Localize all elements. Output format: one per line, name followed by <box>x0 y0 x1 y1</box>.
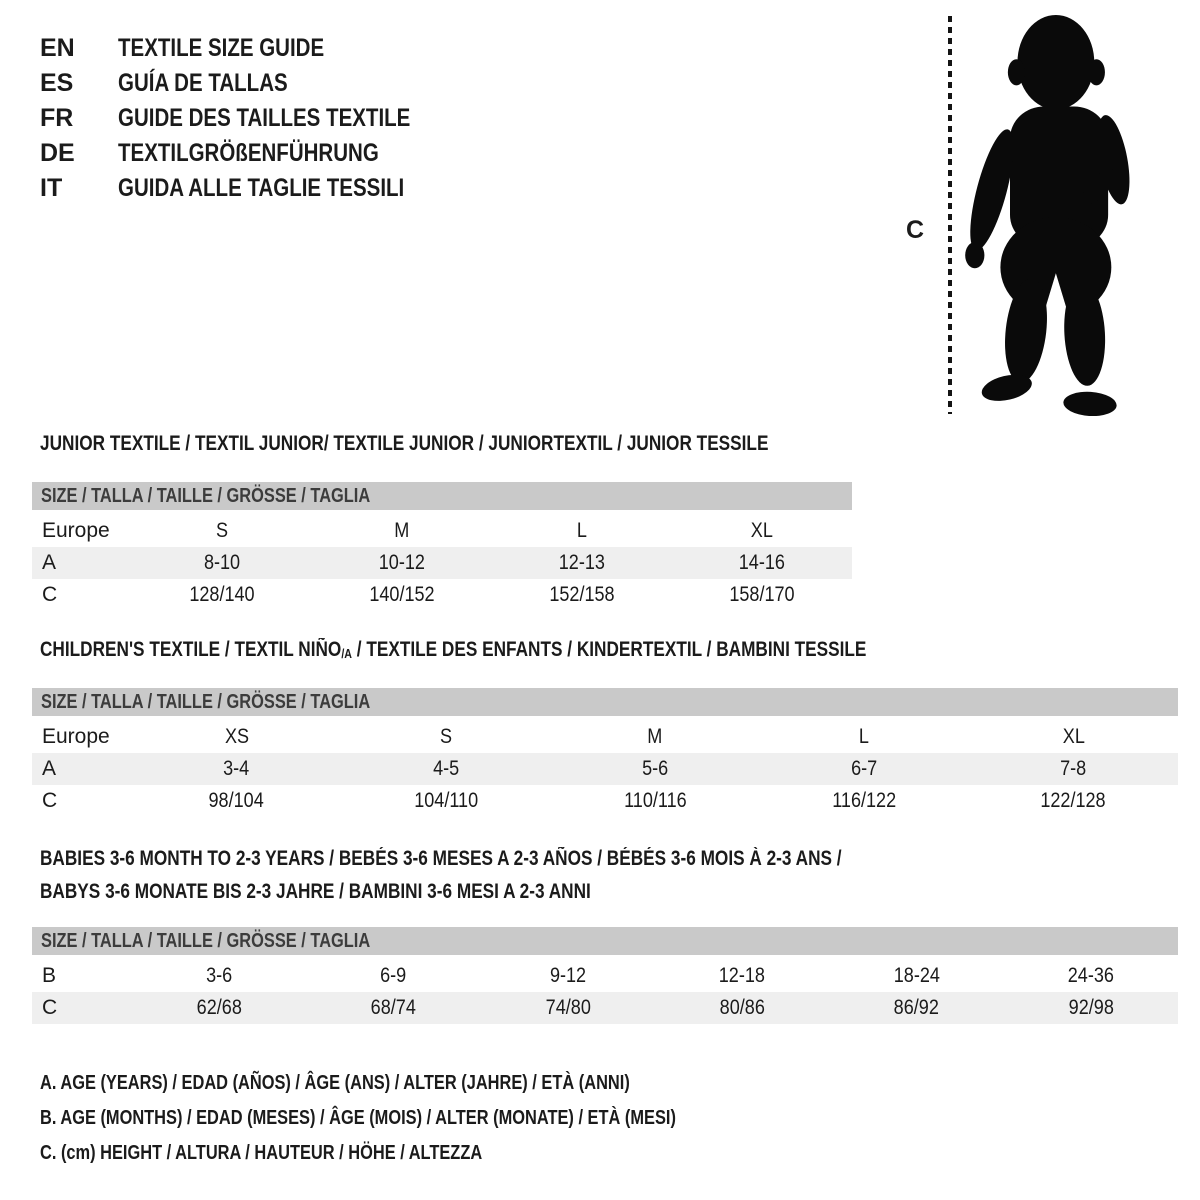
size-header-bar: SIZE / TALLA / TAILLE / GRÖSSE / TAGLIA <box>32 482 852 510</box>
size-cell: M <box>394 518 410 542</box>
size-header-bar: SIZE / TALLA / TAILLE / GRÖSSE / TAGLIA <box>32 927 1178 955</box>
language-row-fr <box>40 101 475 136</box>
size-cell: 5-6 <box>641 757 669 780</box>
table-row-height <box>32 992 1178 1024</box>
size-cell: 110/116 <box>623 789 687 812</box>
row-label: Europe <box>42 724 110 748</box>
size-cell: XL <box>750 518 774 542</box>
row-label: A <box>42 757 57 780</box>
table-row-europe <box>32 720 1178 753</box>
junior-section-title: JUNIOR TEXTILE / TEXTIL JUNIOR/ TEXTILE JUNIOR / JUNIORTEXTIL / JUNIOR TESSILE <box>40 432 769 455</box>
table-row-height <box>32 579 852 611</box>
size-cell: XS <box>224 724 249 748</box>
size-cell: 152/158 <box>549 583 615 606</box>
language-row-it <box>40 171 475 206</box>
language-label: GUIDE DES TAILLES TEXTILE <box>118 104 411 132</box>
row-label: Europe <box>42 518 110 542</box>
size-cell: 86/92 <box>893 996 940 1019</box>
size-cell: M <box>647 724 663 748</box>
size-cell: 3-6 <box>206 963 233 987</box>
size-cell: 80/86 <box>719 996 765 1019</box>
size-cell: 68/74 <box>370 996 417 1019</box>
language-code: FR <box>40 104 74 132</box>
size-cell: 128/140 <box>189 583 255 606</box>
language-row-es <box>40 66 475 101</box>
size-cell: 12-13 <box>558 551 606 574</box>
row-label: A <box>42 551 57 574</box>
children-section-title: CHILDREN'S TEXTILE / TEXTIL NIÑO/A / TEXTILE DES ENFANTS / KINDERTEXTIL / BAMBINI TESSILE <box>40 638 867 661</box>
size-cell: 7-8 <box>1060 757 1087 780</box>
language-row-de <box>40 136 475 171</box>
legend-line-c: C. (cm) HEIGHT / ALTURA / HAUTEUR / HÖHE / ALTEZZA <box>40 1142 483 1164</box>
size-cell: 24-36 <box>1067 963 1114 987</box>
table-row-age <box>32 753 1178 785</box>
size-cell: 92/98 <box>1068 996 1114 1019</box>
size-header-bar: SIZE / TALLA / TAILLE / GRÖSSE / TAGLIA <box>32 688 1178 716</box>
size-cell: 62/68 <box>196 996 242 1019</box>
row-label: C <box>42 583 58 606</box>
height-measure-dashed-line <box>948 16 952 414</box>
size-cell: 4-5 <box>432 757 459 780</box>
language-list <box>40 31 475 206</box>
size-cell: 10-12 <box>378 551 426 574</box>
height-measure-label: C <box>906 216 925 244</box>
size-cell: 14-16 <box>738 551 786 574</box>
size-cell: 9-12 <box>549 963 586 987</box>
row-label: C <box>42 996 58 1019</box>
size-cell: XL <box>1062 724 1085 748</box>
language-label: GUIDA ALLE TAGLIE TESSILI <box>118 174 405 202</box>
row-label: B <box>42 963 57 987</box>
language-label: TEXTILE SIZE GUIDE <box>118 34 325 62</box>
size-cell: 18-24 <box>893 963 940 987</box>
table-row-europe <box>32 514 852 547</box>
row-label: C <box>42 789 58 812</box>
language-label: GUÍA DE TALLAS <box>118 69 288 97</box>
babies-size-table <box>32 927 1178 1024</box>
size-cell: 140/152 <box>369 583 435 606</box>
size-cell: 6-9 <box>380 963 407 987</box>
size-cell: 116/122 <box>832 789 897 812</box>
table-row-months <box>32 959 1178 992</box>
legend-line-a: A. AGE (YEARS) / EDAD (AÑOS) / ÂGE (ANS) / ALTER (JAHRE) / ETÀ (ANNI) <box>40 1072 630 1094</box>
table-row-age <box>32 547 852 579</box>
language-code: ES <box>40 69 74 97</box>
size-cell: 12-18 <box>719 963 766 987</box>
language-code: IT <box>40 174 63 202</box>
size-cell: 3-4 <box>223 757 250 780</box>
language-label: TEXTILGRÖßENFÜHRUNG <box>118 139 379 167</box>
junior-size-table <box>32 482 852 611</box>
children-size-table <box>32 688 1178 817</box>
legend <box>40 1066 816 1171</box>
size-cell: 8-10 <box>203 551 241 574</box>
size-cell: 98/104 <box>208 789 265 812</box>
legend-line-b: B. AGE (MONTHS) / EDAD (MESES) / ÂGE (MOIS) / ALTER (MONATE) / ETÀ (MESI) <box>40 1107 676 1129</box>
size-cell: L <box>859 724 870 748</box>
toddler-silhouette-icon <box>962 14 1138 416</box>
size-cell: S <box>215 518 229 542</box>
size-cell: L <box>576 518 588 542</box>
size-cell: 6-7 <box>851 757 878 780</box>
language-code: DE <box>40 139 75 167</box>
nino-a-subscript: /A <box>341 646 352 661</box>
size-cell: 104/110 <box>413 789 478 812</box>
language-code: EN <box>40 34 75 62</box>
size-cell: S <box>439 724 452 748</box>
table-row-height <box>32 785 1178 817</box>
babies-section-title: BABIES 3-6 MONTH TO 2-3 YEARS / BEBÉS 3-6 MESES A 2-3 AÑOS / BÉBÉS 3-6 MOIS À 2-3 ANS / BABYS 3-6 MONATE BIS 2-3 JAHRE / BAMBINI 3-6 MESI A 2-3 ANNI <box>40 847 842 903</box>
size-cell: 74/80 <box>545 996 591 1019</box>
language-row-en <box>40 31 475 66</box>
size-cell: 122/128 <box>1040 789 1107 812</box>
size-cell: 158/170 <box>729 583 795 606</box>
